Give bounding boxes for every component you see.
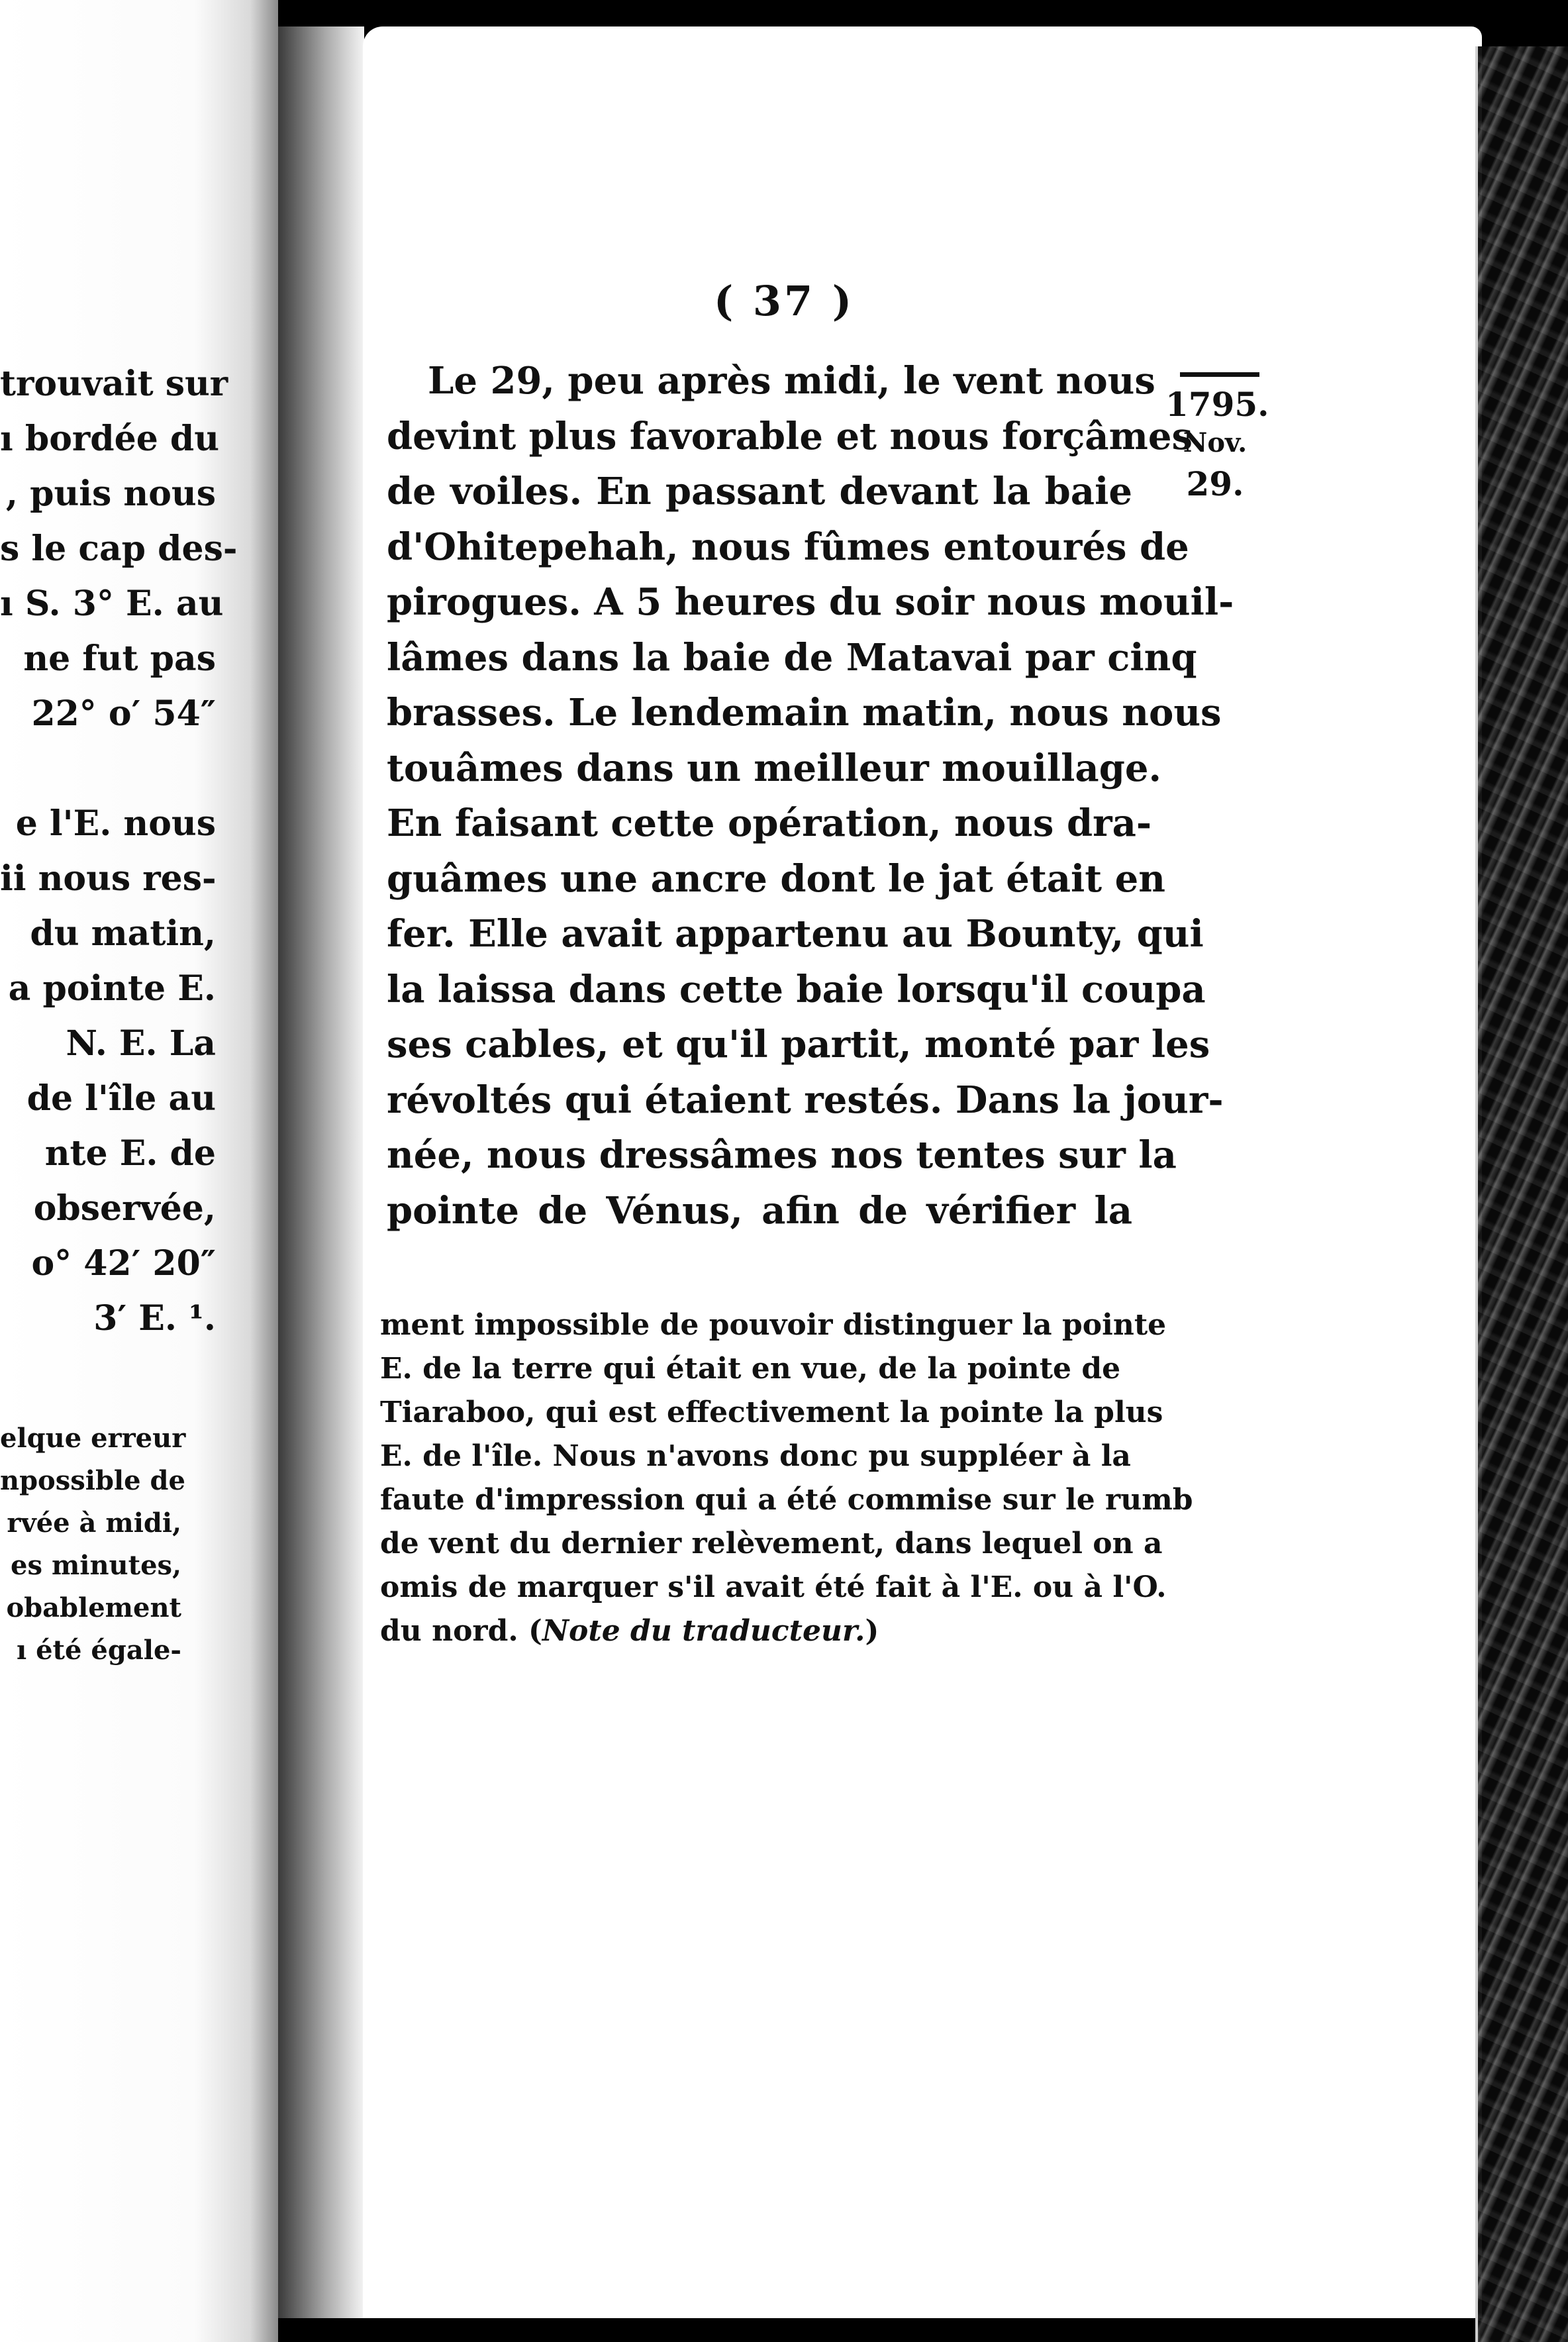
left-body-line: ii nous res- (0, 858, 217, 899)
left-body-line: s le cap des- (0, 529, 238, 569)
body-line: En faisant cette opération, nous dra- (387, 801, 1152, 845)
footnote-line: E. de la terre qui était en vue, de la pointe de (380, 1352, 1121, 1386)
footnote (380, 1303, 1193, 1653)
body-line: révoltés qui étaient restés. Dans la jour- (387, 1078, 1224, 1122)
left-body-line: trouvait sur (0, 364, 228, 404)
body-line: ses cables, et qu'il partit, monté par les (387, 1023, 1210, 1066)
left-body-line: 22° o′ 54″ (31, 693, 216, 734)
body-line: la laissa dans cette baie lorsqu'il coupa (387, 967, 1206, 1011)
left-body-line: de l'île au (26, 1078, 216, 1119)
left-body-line: ı S. 3° E. au (0, 584, 224, 624)
footnote-line: E. de l'île. Nous n'avons donc pu suppléer à la (380, 1439, 1131, 1473)
left-note-line: rvée à midi, (7, 1507, 181, 1539)
body-line: lâmes dans la baie de Matavai par cinq (387, 635, 1197, 680)
body-line: guâmes une ancre dont le jat était en (387, 856, 1165, 901)
body-line: Le 29, peu après midi, le vent nous (428, 359, 1155, 403)
body-line: de voiles. En passant devant la baie (387, 470, 1132, 513)
left-body-line: ne fut pas (23, 638, 216, 679)
left-page (0, 0, 278, 2342)
body-line: fer. Elle avait appartenu au Bounty, qui (387, 912, 1204, 956)
footnote-line: omis de marquer s'il avait été fait à l'E. ou à l'O. (380, 1570, 1167, 1604)
left-body-line: ı bordée du (0, 419, 220, 459)
left-body-line: o° 42′ 20″ (31, 1243, 216, 1284)
left-body-line: e l'E. nous (15, 803, 216, 844)
margin-year: 1795. (1165, 385, 1269, 424)
body-line: née, nous dressâmes nos tentes sur la (387, 1133, 1177, 1177)
body-line: brasses. Le lendemain matin, nous nous (387, 691, 1222, 735)
left-page-footnote (0, 1417, 186, 1672)
body-line: pointe de Vénus, afin de vérifier la (387, 1188, 1132, 1233)
body-line: touâmes dans un meilleur mouillage. (387, 746, 1161, 790)
margin-day: 29. (1186, 464, 1244, 503)
left-note-line: elque erreur (0, 1423, 186, 1454)
book-gutter-shadow (278, 26, 364, 2318)
footnote-last-line (380, 1609, 1119, 1653)
margin-rule (1180, 372, 1259, 377)
left-page-body-text (0, 356, 238, 1346)
footnote-line-start: du nord. ( (380, 1614, 542, 1648)
body-line: d'Ohitepehah, nous fûmes entourés de (387, 525, 1189, 569)
left-note-line: ı été égale- (16, 1635, 181, 1666)
footnote-line: faute d'impression qui a été commise sur le rumb (380, 1483, 1193, 1517)
left-body-line: observée, (33, 1188, 216, 1229)
footnote-close-paren: ) (865, 1614, 879, 1648)
footnote-line: ment impossible de pouvoir distinguer la pointe (380, 1308, 1167, 1342)
left-body-line: , puis nous (5, 474, 216, 514)
body-line: devint plus favorable et nous forçâmes (387, 414, 1193, 458)
left-body-line: nte E. de (44, 1133, 216, 1174)
translator-note-italic: Note du traducteur. (542, 1614, 865, 1648)
marbled-endpaper (1478, 46, 1568, 2342)
footnote-line: Tiaraboo, qui est effectivement la pointe la plus (380, 1396, 1163, 1429)
body-line: pirogues. A 5 heures du soir nous mouil- (387, 580, 1234, 624)
left-note-line: npossible de (0, 1465, 185, 1496)
left-note-line: es minutes, (11, 1550, 181, 1581)
left-body-line: du matin, (30, 913, 216, 954)
margin-month: Nov. (1183, 427, 1248, 458)
footnote-line: de vent du dernier relèvement, dans lequel on a (380, 1527, 1163, 1560)
left-body-line: N. E. La (66, 1023, 216, 1064)
left-note-line: obablement (6, 1592, 181, 1623)
page-number: ( 37 ) (714, 277, 855, 325)
left-body-line: a pointe E. (8, 968, 216, 1009)
left-body-line: 3′ E. ¹. (93, 1298, 216, 1339)
